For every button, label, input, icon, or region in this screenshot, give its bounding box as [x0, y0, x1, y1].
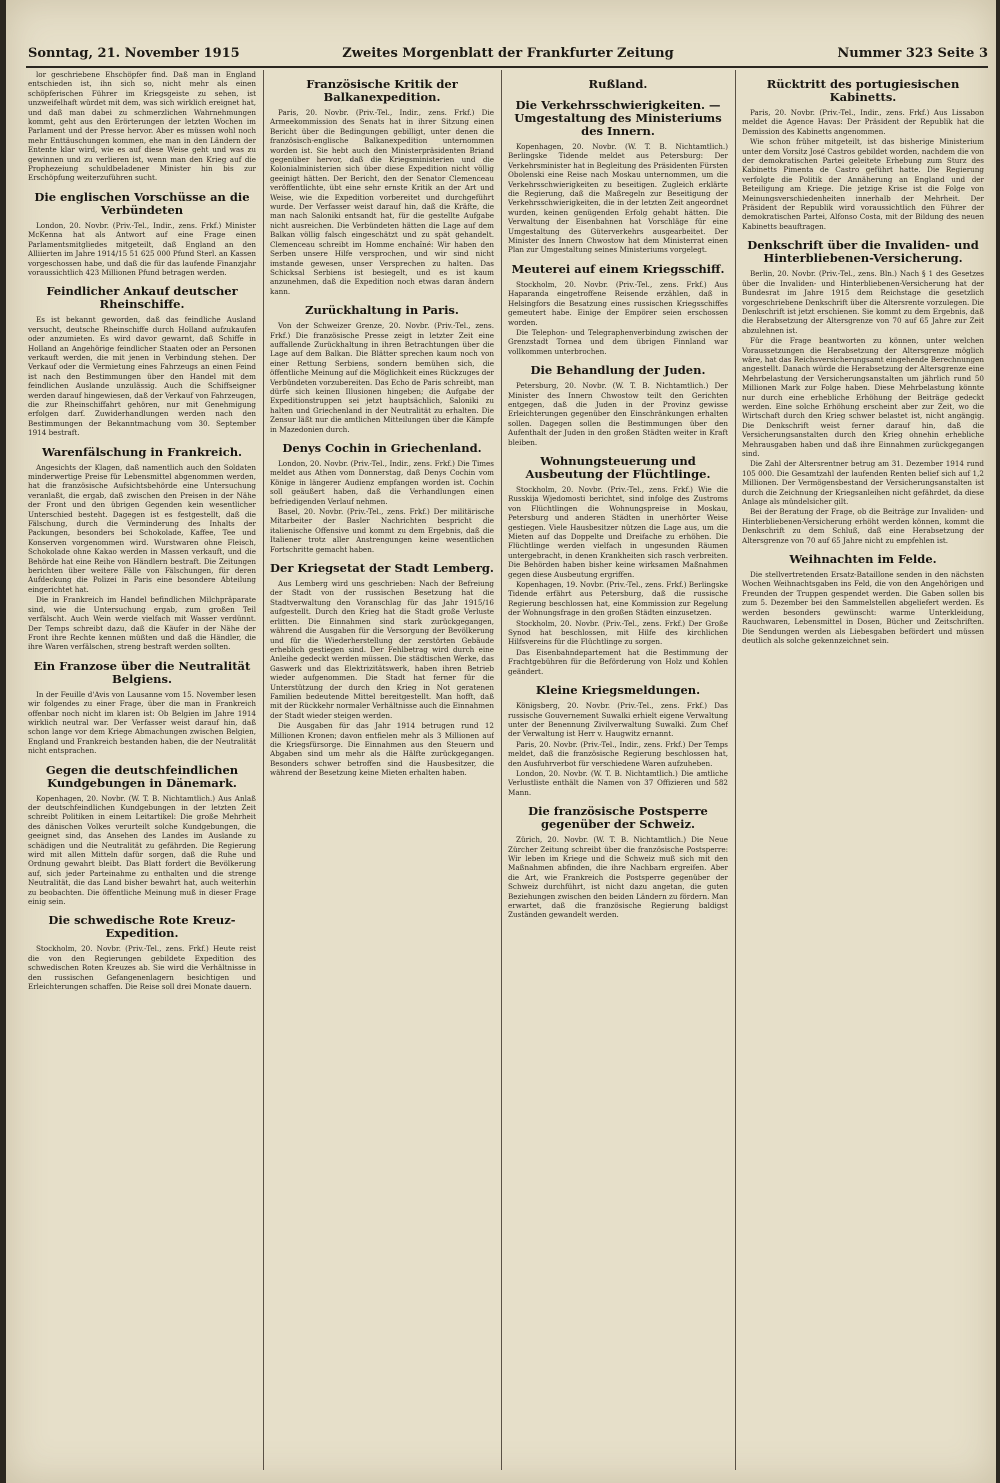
article-headline: Die Behandlung der Juden. [530, 363, 706, 378]
article-paragraph: London, 20. Novbr. (Priv.-Tel., Indir., zens. Frkf.) Minister McKenna hat als Antwort auf eine Frage einen Parlamentsmitgliedes mitgeteilt, daß England an den Alliierten im Jahre 1914/15 51 625 000 Pfund Sterl. an Kassen vorgeschossen habe, und daß die für das laufende Finanzjahr voraussichtlich 423 Millionen Pfund betragen werden. [28, 220, 256, 277]
column-2 [270, 70, 494, 1475]
article-headline: Meuterei auf einem Kriegsschiff. [511, 261, 725, 276]
article-paragraph: In der Feuille d'Avis von Lausanne vom 15. November lesen wir folgendes zu einer Frage, über die man in Frankreich offenbar noch nicht im klaren ist: Ob Belgien im Jahre 1914 wirklich neutral war. Der Verfasser weist darauf hin, daß schon lange vor dem Kriege Abmachungen zwischen Belgien, England und Frankreich bestanden haben, die der Neutralität nicht entsprachen. [28, 689, 256, 756]
article-paragraph: Die Telephon- und Telegraphenverbindung zwischen der Grenzstadt Tornea und dem übrigen Finnland war vollkommen unterbrochen. [508, 327, 728, 356]
article-paragraph: Für die Frage beantworten zu können, unter welchen Voraussetzungen die Herabsetzung der Altersgrenze möglich wäre, hat das Reichsversicherungsamt eingehende Berechnungen angestellt. Danach würde die Herabsetzung der Altersgrenze eine Mehrbelastung der Versicherungsanstalten um jährlich rund 50 Millionen Mark zur Folge haben. Diese Mehrbelastung könnte nur durch eine erhebliche Erhöhung der Beiträge gedeckt werden. Eine solche Erhöhung erscheint aber zur Zeit, wo die Wirtschaft durch den Krieg schwer belastet ist, nicht angängig. Die Denkschrift weist ferner darauf hin, daß die Versicherungsanstalten durch den Krieg ohnehin erhebliche Mehrausgaben haben und daß ihre Einnahmen zurückgegangen sind. [742, 336, 984, 458]
article-headline: Rücktritt des portugiesischen Kabinetts. [766, 77, 960, 104]
article-headline: Weihnachten im Felde. [789, 552, 937, 567]
article-headline: Gegen die deutschfeindlichen Kundgebungen in Dänemark. [45, 762, 239, 790]
column-4 [742, 70, 984, 1475]
article-paragraph: Stockholm, 20. Novbr. (Priv.-Tel., zens. Frkf.) Aus Haparanda eingetroffene Reisende erzählen, daß in Helsingfors die Besatzung eines russischen Kriegsschiffes gemeutert habe. Einige der Empörer seien erschossen worden. [508, 279, 728, 327]
article-headline: Denkschrift über die Invaliden- und Hinterbliebenen-Versicherung. [747, 238, 979, 266]
article-paragraph: Von der Schweizer Grenze, 20. Novbr. (Priv.-Tel., zens. Frkf.) Die französische Presse zeigt in letzter Zeit eine auffallende Zurückhaltung in ihren Betrachtungen über die Lage auf dem Balkan. Die Blätter sprechen kaum noch von einer Rettung Serbiens, sondern bemühen sich, die öffentliche Meinung auf die Möglichkeit eines Rückzuges der Verbündeten vorzubereiten. Das Echo de Paris schreibt, man dürfe sich keinen Illusionen hingeben; die Aufgabe der Expeditionstruppen sei jetzt hauptsächlich, Saloniki zu halten und Griechenland in der Neutralität zu erhalten. Die Zensur läßt nur die amtlichen Mitteilungen über die Kämpfe in Mazedonien durch. [270, 321, 494, 434]
article-paragraph: London, 20. Novbr. (Priv.-Tel., Indir., zens. Frkf.) Die Times meldet aus Athen vom Donnerstag, daß Denys Cochin vom Könige in längerer Audienz empfangen worden ist. Cochin soll geäußert haben, daß die Verhandlungen einen befriedigenden Verlauf nehmen. [270, 459, 494, 506]
newspaper-page [6, 0, 996, 1483]
article-headline: Warenfälschung in Frankreich. [41, 444, 243, 459]
article-paragraph: Die stellvertretenden Ersatz-Bataillone senden in den nächsten Wochen Weihnachtsgaben ins Feld, die von den Angehörigen und Freunden der Truppen gespendet werden. Die Gaben sollen bis zum 5. Dezember bei den Sammelstellen abgeliefert werden. Es werden besonders gewünscht: warme Unterkleidung, Rauchwaren, Lebensmittel in Dosen, Bücher und Zeitschriften. Die Sendungen werden als Liebesgaben befördert und müssen deutlich als solche gekennzeichnet sein. [742, 570, 984, 645]
article-paragraph: Basel, 20. Novbr. (Priv.-Tel., zens. Frkf.) Der militärische Mitarbeiter der Basler Nachrichten bespricht die italienische Offensive und kommt zu dem Ergebnis, daß die Italiener trotz aller Anstrengungen keine wesentlichen Fortschritte gemacht haben. [270, 507, 494, 554]
article-paragraph: Königsberg, 20. Novbr. (Priv.-Tel., zens. Frkf.) Das russische Gouvernement Suwalki erhielt eigene Verwaltung unter der Benennung Zivilverwaltung Suwalki. Zum Chef der Verwaltung ist Herr v. Haugwitz ernannt. [508, 701, 728, 739]
article-paragraph: Kopenhagen, 20. Novbr. (W. T. B. Nichtamtlich.) Berlingske Tidende meldet aus Petersburg: Der Verkehrsminister hat in Begleitung des Präsidenten Fürsten Obolenski eine Reise nach Moskau unternommen, um die Verkehrsschwierigkeiten zu beseitigen. Zugleich erklärte die Regierung, daß die Maßregeln zur Beseitigung der Verkehrsschwierigkeiten, die in der letzten Zeit angeordnet wurden, keinen genügenden Erfolg gehabt hätten. Die Verwaltung der Eisenbahnen hat Vorschläge für eine Umgestaltung des Güterverkehrs ausgearbeitet. Der Minister des Innern Chwostow hat dem Ministerrat einen Plan zur Umgestaltung seines Ministeriums vorgelegt. [508, 142, 728, 255]
article-paragraph: Die in Frankreich im Handel befindlichen Milchpräparate sind, wie die Untersuchung ergab, zum großen Teil verfälscht. Auch Wein werde vielfach mit Wasser verdünnt. Der Temps schreibt dazu, daß die Käufer in der Nähe der Front ihre Rechte kennen müßten und daß die Händler, die ihre Waren verfälschen, streng bestraft werden sollten. [28, 595, 256, 652]
column-divider [735, 70, 736, 1470]
masthead-title: Zweites Morgenblatt der Frankfurter Zeitung [342, 46, 674, 61]
article-paragraph: Angesichts der Klagen, daß namentlich auch den Soldaten minderwertige Preise für Lebensmittel abgenommen werden, hat die französische Aufsichtsbehörde eine Untersuchung veranlaßt, die ergab, daß zwischen den Preisen in der Nähe der Front und den übrigen Gegenden kein wesentlicher Unterschied besteht. Dagegen ist es festgestellt, daß die Fälschung, durch die Verminderung des Inhalts der Packungen, besonders bei Schokolade, Kaffee, Tee und Konserven vorgenommen wird. Wurstwaren ohne Fleisch, Schokolade ohne Kakao werden in Massen verkauft, und die Behörde hat eine Reihe von Händlern bestraft. Die Zeitungen berichten über weitere Fälle von Fälschungen, für deren Aufdeckung die Polizei in Paris eine besondere Abteilung eingerichtet hat. [28, 462, 256, 594]
column-1 [28, 70, 256, 1475]
article-headline: Französische Kritik der Balkanexpedition. [306, 77, 458, 104]
masthead [28, 44, 988, 64]
article-headline: Denys Cochin in Griechenland. [282, 441, 482, 455]
article-paragraph: Stockholm, 20. Novbr. (Priv.-Tel., zens. Frkf.) Wie die Russkija Wjedomosti berichtet, sind infolge des Zustroms von Flüchtlingen die Wohnungspreise in Moskau, Petersburg und anderen Städten in unerhörter Weise gestiegen. Viele Hausbesitzer nützen die Lage aus, um die Mieten auf das Doppelte und Dreifache zu erhöhen. Die Flüchtlinge werden vielfach in ungesunden Räumen untergebracht, in denen Krankheiten sich rasch verbreiten. Die Behörden haben bisher keine wirksamen Maßnahmen gegen diese Ausbeutung ergriffen. [508, 484, 728, 579]
article-headline: Ein Franzose über die Neutralität Belgiens. [33, 658, 251, 686]
article-paragraph: Stockholm, 20. Novbr. (Priv.-Tel., zens. Frkf.) Der Große Synod hat beschlossen, mit Hilfe des kirchlichen Hilfsvereins für die Flüchtlinge zu sorgen. [508, 618, 728, 647]
masthead-rule [26, 66, 988, 68]
article-paragraph: Aus Lemberg wird uns geschrieben: Nach der Befreiung der Stadt von der russischen Besetzung hat die Stadtverwaltung den Voranschlag für das Jahr 1915/16 aufgestellt. Durch den Krieg hat die Stadt große Verluste erlitten. Die Einnahmen sind stark zurückgegangen, während die Ausgaben für die Versorgung der Bevölkerung und für die Wiederherstellung der zerstörten Gebäude erheblich gestiegen sind. Der Fehlbetrag wird durch eine Anleihe gedeckt werden müssen. Die städtischen Werke, das Gaswerk und das Elektrizitätswerk, haben ihren Betrieb wieder aufgenommen. Die Stadt hat ferner für die Unterstützung der durch den Krieg in Not geratenen Familien bedeutende Mittel bereitgestellt. Man hofft, daß mit der Rückkehr normaler Verhältnisse auch die Einnahmen der Stadt wieder steigen werden. [270, 579, 494, 720]
article-headline: Zurückhaltung in Paris. [305, 303, 459, 318]
article-headline: Rußland. [588, 77, 648, 91]
article-paragraph: Berlin, 20. Novbr. (Priv.-Tel., zens. Bln.) Nach § 1 des Gesetzes über die Invaliden- und Hinterbliebenen-Versicherung hat der Bundesrat im Jahre 1915 dem Reichstage die gesetzlich vorgeschriebene Denkschrift über die Altersrente vorzulegen. Die Denkschrift ist jetzt erschienen. Sie kommt zu dem Ergebnis, daß die Herabsetzung der Altersgrenze von 70 auf 65 Jahre zur Zeit abzulehnen ist. [742, 269, 984, 335]
column-divider [263, 70, 264, 1470]
article-headline: Kleine Kriegsmeldungen. [535, 683, 701, 698]
article-headline: Die schwedische Rote Kreuz-Expedition. [48, 913, 236, 941]
article-paragraph: Petersburg, 20. Novbr. (W. T. B. Nichtamtlich.) Der Minister des Innern Chwostow teilt den Gerichten entgegen, daß die Juden in der Provinz gewisse Erleichterungen gegenüber den Einschränkungen erhalten sollen. Dagegen sollen die Bestimmungen über den Aufenthalt der Juden in den großen Städten weiter in Kraft bleiben. [508, 381, 728, 447]
article-headline: Die englischen Vorschüsse an die Verbündeten [34, 189, 250, 217]
article-paragraph: Die Zahl der Altersrentner betrug am 31. Dezember 1914 rund 105 000. Die Gesamtzahl der laufenden Renten belief sich auf 1,2 Millionen. Der Vermögensbestand der Versicherungsanstalten ist durch die Zeichnung der Kriegsanleihen nicht gefährdet, da diese Anlage als mündelsicher gilt. [742, 459, 984, 507]
masthead-page-number: Nummer 323 Seite 3 [837, 46, 988, 61]
article-paragraph: London, 20. Novbr. (W. T. B. Nichtamtlich.) Die amtliche Verlustliste enthält die Namen von 37 Offizieren und 582 Mann. [508, 768, 728, 797]
article-headline: Der Kriegsetat der Stadt Lemberg. [270, 561, 494, 576]
article-paragraph: Es ist bekannt geworden, daß das feindliche Ausland versucht, deutsche Rheinschiffe durch Holland aufzukaufen oder anzumieten. Es wird davor gewarnt, daß Schiffe in Holland an Angehörige feindlicher Staaten oder an Personen verkauft werden, die mit jenen in Verbindung stehen. Der Verkauf oder die Vermietung eines Fahrzeugs an einen Feind ist nach den Bestimmungen über den Handel mit dem feindlichen Auslande unzulässig. Auch die Schiffseigner werden darauf hingewiesen, daß der Verkauf von Fahrzeugen, die zur Rheinschiffahrt gehören, nur mit Genehmigung erfolgen darf. Zuwiderhandlungen werden nach den Bestimmungen der Bekanntmachung vom 30. September 1914 bestraft. [28, 315, 256, 438]
article-paragraph: Zürich, 20. Novbr. (W. T. B. Nichtamtlich.) Die Neue Zürcher Zeitung schreibt über die französische Postsperre: Wir leben im Kriege und die Schweiz muß sich mit den Maßnahmen abfinden, die ihre Nachbarn ergreifen. Aber die Art, wie Frankreich die Postsperre gegenüber der Schweiz durchführt, ist nicht dazu angetan, die guten Beziehungen zwischen den beiden Ländern zu fördern. Man erwartet, daß die französische Regierung baldigst Zuständen gewandelt werden. [508, 835, 728, 920]
article-paragraph: lor geschriebene Ehschöpfer find. Daß man in England entschieden ist, ihn sich so, nicht mehr als einen schöpferischen Führer im Kriegsgeiste zu sehen, ist unzweifelhaft würdet mit dem, was sich wirklich ereignet hat, und daß man dabei zu schmerzlichen Wahrnehmungen kommt, geht aus den Erörterungen der letzten Wochen im Parlament und der Presse hervor. Aber es müssen wohl noch mehr Enttäuschungen kommen, ehe man in den Ländern der Entente klar wird, wie es auf diese Weise geht und was zu gewinnen und zu verlieren ist, wenn man den Krieg auf die Prophezeiung schuldbeladener Minister hin bis zur Erschöpfung weiterzuführen sucht. [28, 70, 256, 183]
article-paragraph: Das Eisenbahndepartement hat die Bestimmung der Frachtgebühren für die Beförderung von Holz und Kohlen geändert. [508, 647, 728, 676]
page-edge [996, 0, 1000, 1483]
article-paragraph: Kopenhagen, 20. Novbr. (W. T. B. Nichtamtlich.) Aus Anlaß der deutschfeindlichen Kundgebungen in der letzten Zeit schreibt Politiken in einem Leitartikel: Die große Mehrheit des dänischen Volkes verurteilt solche Kundgebungen, die geeignet sind, das Ansehen des Landes im Auslande zu schädigen und die Neutralität zu gefährden. Die Regierung wird mit allen Mitteln dafür sorgen, daß die Ruhe und Ordnung gewahrt bleibt. Das Blatt fordert die Bevölkerung auf, sich jeder Parteinahme zu enthalten und die strenge Neutralität, die das Land bisher bewahrt hat, auch weiterhin zu beobachten. Die öffentliche Meinung muß in dieser Frage einig sein. [28, 793, 256, 907]
article-paragraph: Paris, 20. Novbr. (Priv.-Tel., Indir., zens. Frkf.) Aus Lissabon meldet die Agence Havas: Der Präsident der Republik hat die Demission des Kabinetts angenommen. [742, 108, 984, 136]
masthead-date: Sonntag, 21. November 1915 [28, 46, 240, 61]
article-paragraph: Paris, 20. Novbr. (Priv.-Tel., Indir., zens. Frkf.) Die Armeekommission des Senats hat in ihrer Sitzung einen Bericht über die Bedingungen gebilligt, unter denen die französisch-englische Balkanexpedition unternommen worden ist. Sie hebt auch den Ministerpräsidenten Briand gegenüber hervor, daß die Kriegsministerien und die Kolonialministerien sich über diese Expedition nicht völlig geeinigt hätten. Der Bericht, den der Senator Clemenceau veröffentlichte, übt eine sehr ernste Kritik an der Art und Weise, wie die Expedition vorbereitet und durchgeführt wurde. Der Verfasser weist darauf hin, daß die Kräfte, die man nach Saloniki entsandt hat, für die gestellte Aufgabe nicht ausreichen. Die Verbündeten hätten die Lage auf dem Balkan völlig falsch eingeschätzt und zu spät gehandelt. Clemenceau schreibt im Homme enchaîné: Wir haben den Serben unsere Hilfe versprochen, und wir sind nicht imstande gewesen, unser Versprechen zu halten. Das Schicksal Serbiens ist besiegelt, und es ist kaum anzunehmen, daß die Expedition noch etwas daran ändern kann. [270, 108, 494, 296]
article-headline: Wohnungsteuerung und Ausbeutung der Flüchtlinge. [525, 453, 711, 481]
article-headline: Die Verkehrsschwierigkeiten. — Umgestaltung des Ministeriums des Innern. [514, 98, 722, 138]
article-paragraph: Paris, 20. Novbr. (Priv.-Tel., Indir., zens. Frkf.) Der Temps meldet, daß die französische Regierung beschlossen hat, den Ausfuhrverbot für verschiedene Waren aufzuheben. [508, 739, 728, 768]
article-paragraph: Wie schon früher mitgeteilt, ist das bisherige Ministerium unter dem Vorsitz José Castros gebildet worden, nachdem die von der demokratischen Partei geleitete Erhebung zum Sturz des Kabinetts Pimenta de Castro geführt hatte. Die Regierung verfolgte die Politik der Annäherung an England und der Beteiligung am Kriege. Die jetzige Krise ist die Folge von Meinungsverschiedenheiten innerhalb der Mehrheit. Der Präsident der Republik wird voraussichtlich den Führer der demokratischen Partei, Alfonso Costa, mit der Bildung des neuen Kabinetts beauftragen. [742, 137, 984, 231]
article-headline: Die französische Postsperre gegenüber der Schweiz. [528, 804, 708, 832]
article-paragraph: Kopenhagen, 19. Novbr. (Priv.-Tel., zens. Frkf.) Berlingske Tidende erfährt aus Petersburg, daß die russische Regierung beschlossen hat, eine Kommission zur Regelung der Wohnungsfrage in den großen Städten einzusetzen. [508, 580, 728, 618]
article-paragraph: Die Ausgaben für das Jahr 1914 betrugen rund 12 Millionen Kronen; davon entfielen mehr als 3 Millionen auf die Kriegsfürsorge. Die Einnahmen aus den Steuern und Abgaben sind um mehr als die Hälfte zurückgegangen. Besonders schwer betroffen sind die Hausbesitzer, die während der Besetzung keine Mieten erhalten haben. [270, 721, 494, 778]
column-divider [501, 70, 502, 1470]
article-paragraph: Stockholm, 20. Novbr. (Priv.-Tel., zens. Frkf.) Heute reist die von den Regierungen gebildete Expedition des schwedischen Roten Kreuzes ab. Sie wird die Verhältnisse in den russischen Gefangenenlagern besichtigen und Erleichterungen schaffen. Die Reise soll drei Monate dauern. [28, 944, 256, 992]
article-paragraph: Bei der Beratung der Frage, ob die Beiträge zur Invaliden- und Hinterbliebenen-Versicherung erhöht werden können, kommt die Denkschrift zu dem Schluß, daß eine Herabsetzung der Altersgrenze von 70 auf 65 Jahre nicht zu empfehlen ist. [742, 507, 984, 545]
article-headline: Feindlicher Ankauf deutscher Rheinschiffe. [46, 284, 238, 312]
column-3 [508, 70, 728, 1475]
